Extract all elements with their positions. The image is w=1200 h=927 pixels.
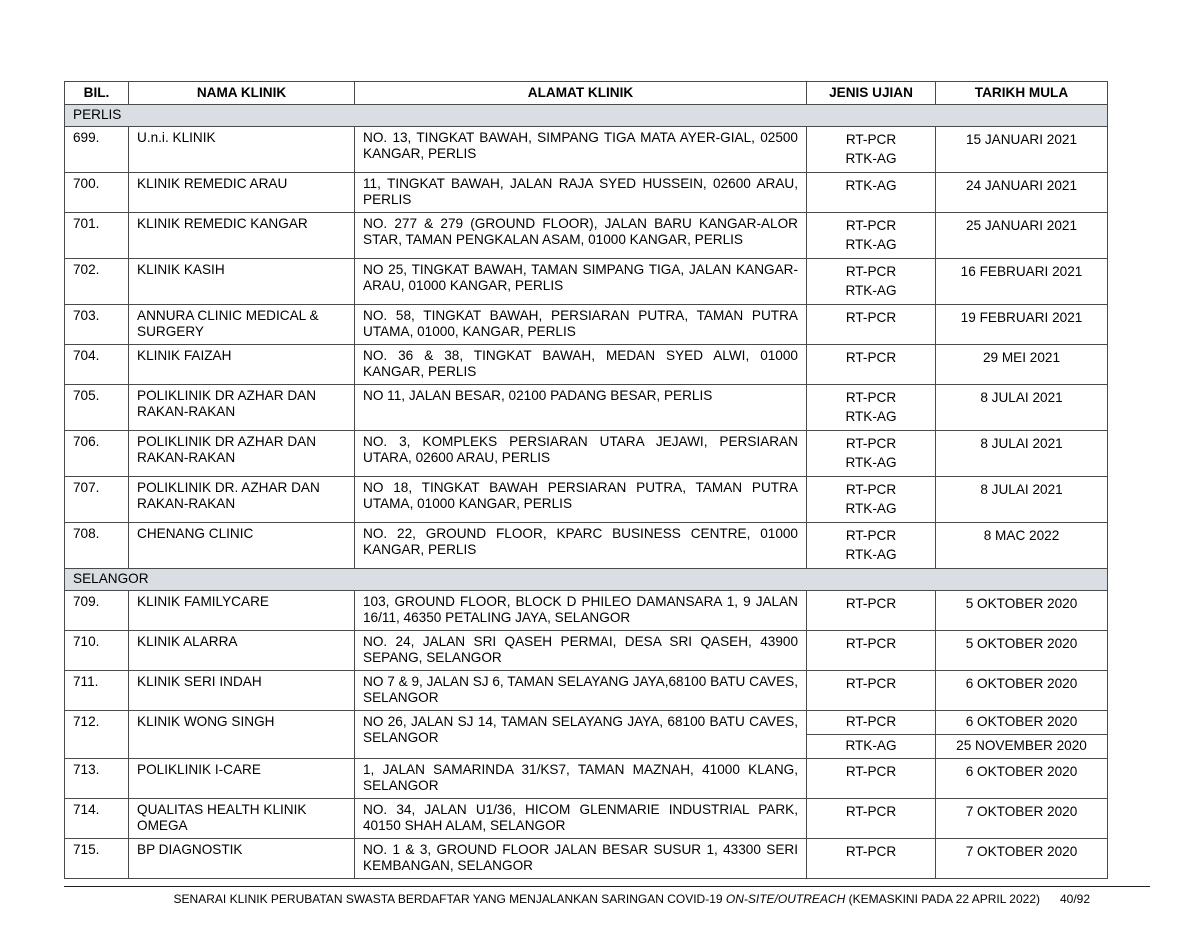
row-bil: 699. xyxy=(65,127,129,173)
footer-divider xyxy=(64,886,1150,887)
jenis-ujian-item: RTK-AG xyxy=(845,237,897,252)
row-bil: 710. xyxy=(65,631,129,671)
row-tarikh-mula xyxy=(936,259,1108,305)
jenis-ujian-item: RT-PCR xyxy=(845,676,897,691)
row-tarikh-mula xyxy=(936,213,1108,259)
row-nama-klinik: ANNURA CLINIC MEDICAL & SURGERY xyxy=(129,305,355,345)
row-bil: 708. xyxy=(65,523,129,569)
row-bil: 712. xyxy=(65,711,129,759)
table-row xyxy=(65,259,1108,305)
jenis-ujian-item: RT-PCR xyxy=(845,310,897,325)
row-bil: 704. xyxy=(65,345,129,385)
tarikh-mula-item: 19 FEBRUARI 2021 xyxy=(960,310,1083,325)
row-alamat-klinik: NO. 24, JALAN SRI QASEH PERMAI, DESA SRI QASEH, 43900 SEPANG, SELANGOR xyxy=(355,631,807,671)
row-nama-klinik: KLINIK WONG SINGH xyxy=(129,711,355,759)
table-header-row xyxy=(65,82,1108,105)
row-alamat-klinik: NO. 13, TINGKAT BAWAH, SIMPANG TIGA MATA AYER-GIAL, 02500 KANGAR, PERLIS xyxy=(355,127,807,173)
header-bil: BIL. xyxy=(65,82,129,105)
jenis-ujian-item: RT-PCR xyxy=(845,764,897,779)
tarikh-mula-item: 16 FEBRUARI 2021 xyxy=(960,264,1083,279)
row-tarikh-mula xyxy=(936,431,1108,477)
row-nama-klinik: KLINIK FAMILYCARE xyxy=(129,591,355,631)
footer-text-italic: ON-SITE/OUTREACH xyxy=(725,892,846,906)
clinic-table xyxy=(64,81,1108,879)
jenis-ujian-item: RT-PCR xyxy=(845,132,897,147)
table-row xyxy=(65,591,1108,631)
row-bil: 703. xyxy=(65,305,129,345)
tarikh-mula-item: 8 MAC 2022 xyxy=(983,528,1060,543)
jenis-ujian-item: RT-PCR xyxy=(845,218,897,233)
row-nama-klinik: QUALITAS HEALTH KLINIK OMEGA xyxy=(129,799,355,839)
row-alamat-klinik: NO 11, JALAN BESAR, 02100 PADANG BESAR, PERLIS xyxy=(355,385,807,431)
row-alamat-klinik: 103, GROUND FLOOR, BLOCK D PHILEO DAMANSARA 1, 9 JALAN 16/11, 46350 PETALING JAYA, SELANGOR xyxy=(355,591,807,631)
row-nama-klinik: U.n.i. KLINIK xyxy=(129,127,355,173)
row-bil: 715. xyxy=(65,839,129,879)
row-tarikh-mula: 25 NOVEMBER 2020 xyxy=(936,735,1108,759)
jenis-ujian-item: RT-PCR xyxy=(845,264,897,279)
page-number: 40/92 xyxy=(1059,892,1090,906)
row-bil: 713. xyxy=(65,759,129,799)
row-nama-klinik: POLIKLINIK DR AZHAR DAN RAKAN-RAKAN xyxy=(129,431,355,477)
row-alamat-klinik: NO. 3, KOMPLEKS PERSIARAN UTARA JEJAWI, PERSIARAN UTARA, 02600 ARAU, PERLIS xyxy=(355,431,807,477)
state-row xyxy=(65,569,1108,591)
row-jenis-ujian xyxy=(807,305,936,345)
jenis-ujian-item: RT-PCR xyxy=(845,804,897,819)
row-tarikh-mula xyxy=(936,631,1108,671)
header-tarikh-mula: TARIKH MULA xyxy=(936,82,1108,105)
row-alamat-klinik: NO 7 & 9, JALAN SJ 6, TAMAN SELAYANG JAYA,68100 BATU CAVES, SELANGOR xyxy=(355,671,807,711)
row-jenis-ujian xyxy=(807,259,936,305)
jenis-ujian-item: RT-PCR xyxy=(845,596,897,611)
row-bil: 709. xyxy=(65,591,129,631)
row-tarikh-mula xyxy=(936,799,1108,839)
row-alamat-klinik: NO. 22, GROUND FLOOR, KPARC BUSINESS CENTRE, 01000 KANGAR, PERLIS xyxy=(355,523,807,569)
row-alamat-klinik: 11, TINGKAT BAWAH, JALAN RAJA SYED HUSSEIN, 02600 ARAU, PERLIS xyxy=(355,173,807,213)
jenis-ujian-item: RT-PCR xyxy=(845,636,897,651)
row-jenis-ujian xyxy=(807,839,936,879)
table-row xyxy=(65,631,1108,671)
table-row xyxy=(65,839,1108,879)
row-bil: 705. xyxy=(65,385,129,431)
row-tarikh-mula xyxy=(936,523,1108,569)
row-tarikh-mula xyxy=(936,385,1108,431)
jenis-ujian-item: RT-PCR xyxy=(845,528,897,543)
row-jenis-ujian xyxy=(807,127,936,173)
row-tarikh-mula xyxy=(936,591,1108,631)
table-row xyxy=(65,345,1108,385)
table-row xyxy=(65,173,1108,213)
row-nama-klinik: KLINIK ALARRA xyxy=(129,631,355,671)
row-tarikh-mula xyxy=(936,345,1108,385)
row-jenis-ujian xyxy=(807,523,936,569)
row-nama-klinik: KLINIK KASIH xyxy=(129,259,355,305)
table-row xyxy=(65,711,1108,735)
tarikh-mula-item: 8 JULAI 2021 xyxy=(980,436,1063,451)
table-row xyxy=(65,431,1108,477)
tarikh-mula-item: 8 JULAI 2021 xyxy=(980,390,1063,405)
header-alamat-klinik: ALAMAT KLINIK xyxy=(355,82,807,105)
jenis-ujian-item: RTK-AG xyxy=(845,283,897,298)
jenis-ujian-item: RTK-AG xyxy=(845,455,897,470)
row-tarikh-mula xyxy=(936,671,1108,711)
table-row xyxy=(65,305,1108,345)
tarikh-mula-item: 5 OKTOBER 2020 xyxy=(965,636,1078,651)
row-alamat-klinik: NO. 36 & 38, TINGKAT BAWAH, MEDAN SYED ALWI, 01000 KANGAR, PERLIS xyxy=(355,345,807,385)
state-row xyxy=(65,105,1108,127)
row-bil: 714. xyxy=(65,799,129,839)
jenis-ujian-item: RT-PCR xyxy=(845,844,897,859)
row-nama-klinik: KLINIK FAIZAH xyxy=(129,345,355,385)
row-alamat-klinik: NO 18, TINGKAT BAWAH PERSIARAN PUTRA, TAMAN PUTRA UTAMA, 01000 KANGAR, PERLIS xyxy=(355,477,807,523)
row-tarikh-mula xyxy=(936,839,1108,879)
jenis-ujian-item: RT-PCR xyxy=(845,350,897,365)
row-alamat-klinik: NO 26, JALAN SJ 14, TAMAN SELAYANG JAYA, 68100 BATU CAVES, SELANGOR xyxy=(355,711,807,759)
row-alamat-klinik: NO. 277 & 279 (GROUND FLOOR), JALAN BARU KANGAR-ALOR STAR, TAMAN PENGKALAN ASAM, 01000 KANGAR, PERLIS xyxy=(355,213,807,259)
row-tarikh-mula xyxy=(936,759,1108,799)
jenis-ujian-item: RTK-AG xyxy=(845,409,897,424)
header-jenis-ujian: JENIS UJIAN xyxy=(807,82,936,105)
row-jenis-ujian xyxy=(807,477,936,523)
jenis-ujian-item: RT-PCR xyxy=(845,390,897,405)
row-jenis-ujian: RT-PCR xyxy=(807,711,936,735)
row-bil: 700. xyxy=(65,173,129,213)
row-jenis-ujian xyxy=(807,213,936,259)
row-nama-klinik: POLIKLINIK DR. AZHAR DAN RAKAN-RAKAN xyxy=(129,477,355,523)
row-jenis-ujian xyxy=(807,759,936,799)
row-jenis-ujian xyxy=(807,385,936,431)
tarikh-mula-item: 25 JANUARI 2021 xyxy=(965,218,1078,233)
tarikh-mula-item: 5 OKTOBER 2020 xyxy=(965,596,1078,611)
row-bil: 706. xyxy=(65,431,129,477)
tarikh-mula-item: 7 OKTOBER 2020 xyxy=(965,804,1078,819)
row-nama-klinik: BP DIAGNOSTIK xyxy=(129,839,355,879)
footer-text-prefix: SENARAI KLINIK PERUBATAN SWASTA BERDAFTAR YANG MENJALANKAN SARINGAN COVID-19 xyxy=(173,892,726,906)
state-name: SELANGOR xyxy=(65,569,1108,591)
table-row xyxy=(65,127,1108,173)
row-tarikh-mula xyxy=(936,173,1108,213)
footer-caption xyxy=(174,892,1040,906)
row-nama-klinik: KLINIK REMEDIC KANGAR xyxy=(129,213,355,259)
tarikh-mula-item: 6 OKTOBER 2020 xyxy=(965,676,1078,691)
row-jenis-ujian xyxy=(807,173,936,213)
row-nama-klinik: KLINIK REMEDIC ARAU xyxy=(129,173,355,213)
table-row xyxy=(65,523,1108,569)
jenis-ujian-item: RTK-AG xyxy=(845,547,897,562)
state-name: PERLIS xyxy=(65,105,1108,127)
row-alamat-klinik: NO. 58, TINGKAT BAWAH, PERSIARAN PUTRA, TAMAN PUTRA UTAMA, 01000, KANGAR, PERLIS xyxy=(355,305,807,345)
row-tarikh-mula xyxy=(936,477,1108,523)
jenis-ujian-item: RTK-AG xyxy=(845,151,897,166)
table-row xyxy=(65,385,1108,431)
row-bil: 701. xyxy=(65,213,129,259)
row-tarikh-mula xyxy=(936,305,1108,345)
row-jenis-ujian: RTK-AG xyxy=(807,735,936,759)
tarikh-mula-item: 6 OKTOBER 2020 xyxy=(965,764,1078,779)
table-row xyxy=(65,477,1108,523)
row-jenis-ujian xyxy=(807,345,936,385)
row-bil: 711. xyxy=(65,671,129,711)
row-alamat-klinik: NO. 34, JALAN U1/36, HICOM GLENMARIE INDUSTRIAL PARK, 40150 SHAH ALAM, SELANGOR xyxy=(355,799,807,839)
tarikh-mula-item: 15 JANUARI 2021 xyxy=(965,132,1078,147)
row-jenis-ujian xyxy=(807,431,936,477)
row-nama-klinik: KLINIK SERI INDAH xyxy=(129,671,355,711)
row-tarikh-mula: 6 OKTOBER 2020 xyxy=(936,711,1108,735)
table-row xyxy=(65,759,1108,799)
tarikh-mula-item: 8 JULAI 2021 xyxy=(980,482,1063,497)
table-row xyxy=(65,671,1108,711)
row-tarikh-mula xyxy=(936,127,1108,173)
row-bil: 707. xyxy=(65,477,129,523)
tarikh-mula-item: 29 MEI 2021 xyxy=(982,350,1061,365)
row-bil: 702. xyxy=(65,259,129,305)
table-row xyxy=(65,799,1108,839)
row-nama-klinik: POLIKLINIK I-CARE xyxy=(129,759,355,799)
row-jenis-ujian xyxy=(807,591,936,631)
row-jenis-ujian xyxy=(807,631,936,671)
jenis-ujian-item: RTK-AG xyxy=(845,501,897,516)
row-jenis-ujian xyxy=(807,671,936,711)
jenis-ujian-item: RTK-AG xyxy=(845,178,897,193)
tarikh-mula-item: 24 JANUARI 2021 xyxy=(965,178,1078,193)
row-alamat-klinik: NO 25, TINGKAT BAWAH, TAMAN SIMPANG TIGA, JALAN KANGAR-ARAU, 01000 KANGAR, PERLIS xyxy=(355,259,807,305)
table-row xyxy=(65,213,1108,259)
row-nama-klinik: CHENANG CLINIC xyxy=(129,523,355,569)
row-nama-klinik: POLIKLINIK DR AZHAR DAN RAKAN-RAKAN xyxy=(129,385,355,431)
row-jenis-ujian xyxy=(807,799,936,839)
tarikh-mula-item: 7 OKTOBER 2020 xyxy=(965,844,1078,859)
row-alamat-klinik: NO. 1 & 3, GROUND FLOOR JALAN BESAR SUSUR 1, 43300 SERI KEMBANGAN, SELANGOR xyxy=(355,839,807,879)
row-alamat-klinik: 1, JALAN SAMARINDA 31/KS7, TAMAN MAZNAH, 41000 KLANG, SELANGOR xyxy=(355,759,807,799)
jenis-ujian-item: RT-PCR xyxy=(845,482,897,497)
footer-text-suffix: (KEMASKINI PADA 22 APRIL 2022) xyxy=(845,892,1040,906)
jenis-ujian-item: RT-PCR xyxy=(845,436,897,451)
table-body xyxy=(65,105,1108,879)
header-nama-klinik: NAMA KLINIK xyxy=(129,82,355,105)
